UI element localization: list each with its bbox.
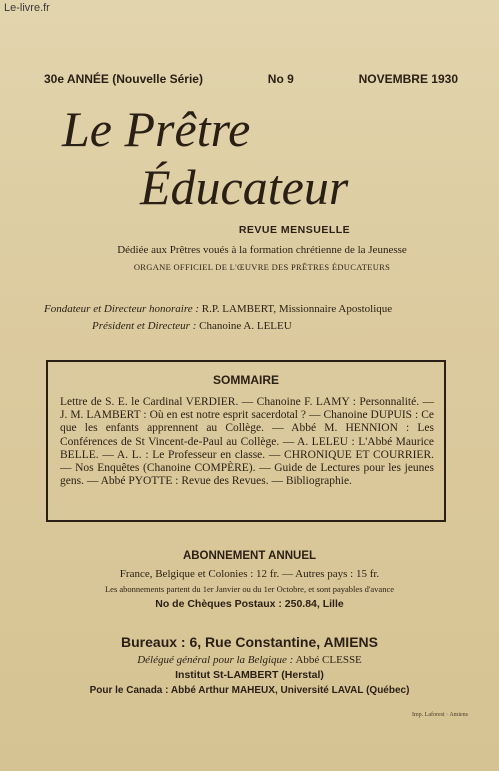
issue-header xyxy=(44,72,458,86)
issue-date: NOVEMBRE 1930 xyxy=(358,72,458,86)
sommaire-text: Lettre de S. E. le Cardinal VERDIER. — Chanoine F. LAMY : Personnalité. — J. M. LAMBERT : Où en est notre esprit sacerdotal ? — Chanoine DUPUIS : Ce que les enfants apprennent au Collège. — Abbé M. HENNION : Les Conférences de St Vincent-de-Paul au Collège. — A. LELEU : L'Abbé Maurice BELLE. — A. L. : Le Professeur en classe. — CHRONIQUE ET COURRIER. — Nos Enquêtes (Chanoine COMPÈRE). — Guide de Lectures pour les jeunes gens. — Abbé PYOTTE : Revue des Revues. — Bibliographie. xyxy=(60,396,434,488)
delegate-label: Délégué général pour la Belgique : xyxy=(137,654,294,666)
subscription-note: Les abonnements partent du 1er Janvier ou du 1er Octobre, et sont payables d'avance xyxy=(104,584,394,594)
offices-address: Bureaux : 6, Rue Constantine, AMIENS xyxy=(121,634,378,650)
founder-label: Fondateur et Directeur honoraire : xyxy=(44,303,199,315)
issue-number: No 9 xyxy=(267,72,294,86)
subtitle: REVUE MENSUELLE xyxy=(238,224,351,236)
postal-cheques: No de Chèques Postaux : 250.84, Lille xyxy=(155,598,344,610)
title-line-2: Éducateur xyxy=(140,159,349,215)
president-line xyxy=(92,320,292,332)
printer-mark: Imp. Laforest · Amiens xyxy=(412,712,468,718)
institut-line: Institut St-LAMBERT (Herstal) xyxy=(175,669,324,681)
founder-value: R.P. LAMBERT, Missionnaire Apostolique xyxy=(201,303,393,315)
organ-line: ORGANE OFFICIEL DE L'ŒUVRE DES PRÊTRES ÉDUCATEURS xyxy=(133,262,391,272)
belgium-delegate xyxy=(0,654,499,666)
subscription-title: ABONNEMENT ANNUEL xyxy=(182,550,317,562)
sommaire-title: SOMMAIRE xyxy=(213,373,279,387)
delegate-value: Abbé CLESSE xyxy=(295,654,362,666)
title-line-1: Le Prêtre xyxy=(62,101,251,157)
president-value: Chanoine A. LELEU xyxy=(199,320,292,332)
issue-year: 30e ANNÉE (Nouvelle Série) xyxy=(44,72,203,86)
president-label: Président et Directeur : xyxy=(92,320,197,332)
canada-contact: Pour le Canada : Abbé Arthur MAHEUX, Université LAVAL (Québec) xyxy=(89,685,410,696)
watermark: Le-livre.fr xyxy=(4,2,50,14)
sommaire-box xyxy=(46,360,446,522)
subscription-prices: France, Belgique et Colonies : 12 fr. — Autres pays : 15 fr. xyxy=(119,568,380,580)
dedication: Dédiée aux Prêtres voués à la formation chrétienne de la Jeunesse xyxy=(117,244,407,256)
founder-line xyxy=(44,303,392,315)
